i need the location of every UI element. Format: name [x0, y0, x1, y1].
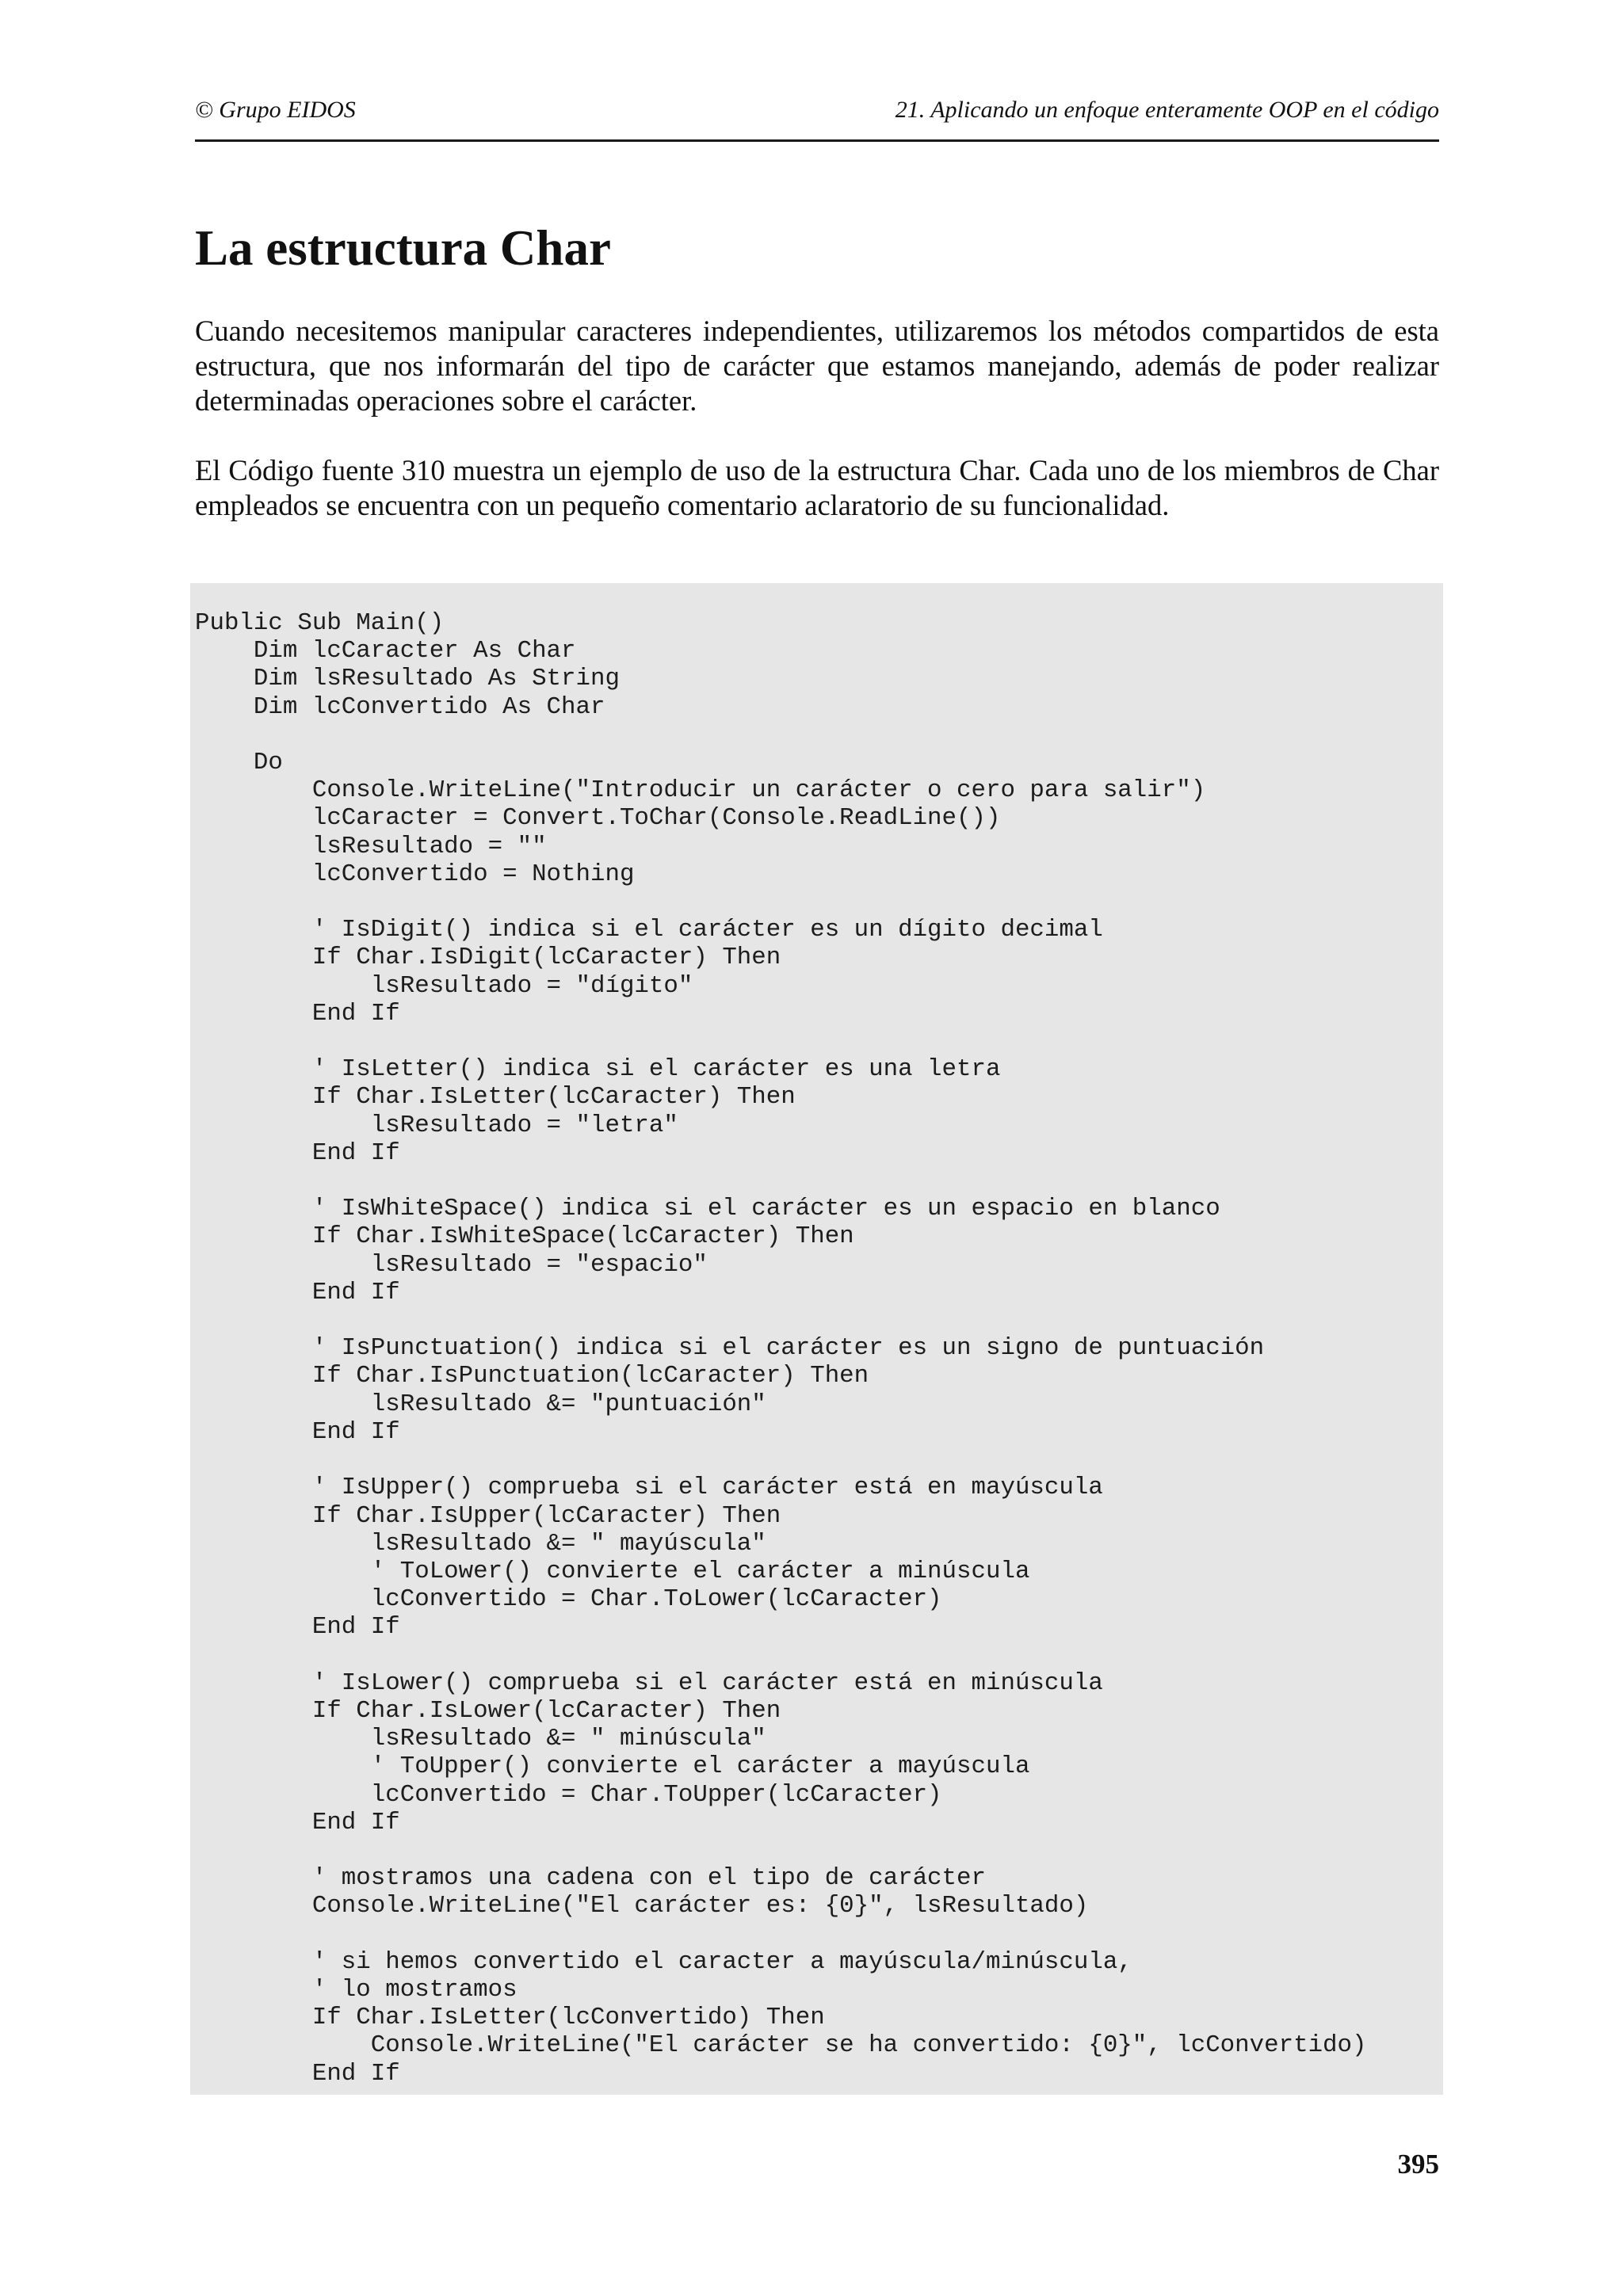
intro-paragraph: Cuando necesitemos manipular caracteres independientes, utilizaremos los métodos compartidos de esta estructura, que nos informarán del tipo de carácter que estamos manejando, además de poder realizar determinadas operaciones sobre el carácter. [195, 315, 1439, 417]
section-title: La estructura Char [195, 220, 611, 276]
code-text: Public Sub Main() Dim lcCaracter As Char Dim lsResultado As String Dim lcConvertido As Char Do Console.WriteLine("Introducir un carácter o cero para salir") lcCaracter = Convert.ToChar(Console.ReadLine()) lsResultado = "" lcConvertido = Nothing ' IsDigit() indica si el carácter es un dígito decimal If Char.IsDigit(lcCaracter) Then lsResultado = "dígito" End If ' IsLetter() indica si el carácter es una letra If Char.IsLetter(lcCaracter) Then lsResultado = "letra" End If ' IsWhiteSpace() indica si el carácter es un espacio en blanco If Char.IsWhiteSpace(lcCaracter) Then lsResultado = "espacio" End If ' IsPunctuation() indica si el carácter es un signo de puntuación If Char.IsPunctuation(lcCaracter) Then lsResultado &= "puntuación" End If ' IsUpper() comprueba si el carácter está en mayúscula If Char.IsUpper(lcCaracter) Then lsResultado &= " mayúscula" ' ToLower() convierte el carácter a minúscula lcConvertido = Char.ToLower(lcCaracter) End If ' IsLower() comprueba si el carácter está en minúscula If Char.IsLower(lcCaracter) Then lsResultado &= " minúscula" ' ToUpper() convierte el carácter a mayúscula lcConvertido = Char.ToUpper(lcCaracter) End If ' mostramos una cadena con el tipo de carácter Console.WriteLine("El carácter es: {0}", lsResultado) ' si hemos convertido el caracter a mayúscula/minúscula, ' lo mostramos If Char.IsLetter(lcConvertido) Then Console.WriteLine("El carácter se ha convertido: {0}", lcConvertido) End If [195, 609, 1367, 2088]
header-publisher: © Grupo EIDOS [195, 97, 356, 123]
example-paragraph: El Código fuente 310 muestra un ejemplo de uso de la estructura Char. Cada uno de los miembros de Char empleados se encuentra con un pequeño comentario aclaratorio de su funcionalidad. [195, 454, 1439, 521]
page-number: 395 [1397, 2149, 1439, 2180]
code-listing [190, 583, 1443, 2095]
page-header [195, 93, 1439, 142]
header-chapter-title: 21. Aplicando un enfoque enteramente OOP en el código [895, 97, 1439, 123]
